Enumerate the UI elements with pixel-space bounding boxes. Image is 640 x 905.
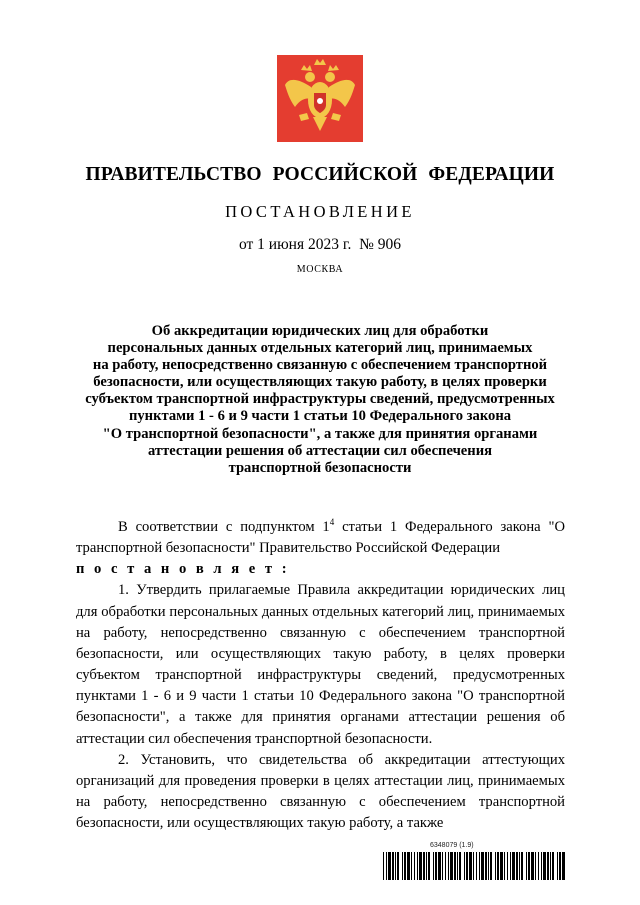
document-date-number: от 1 июня 2023 г. № 906 — [238, 236, 402, 253]
heading-line: аттестации решения об аттестации сил обеспечения — [147, 442, 492, 459]
paragraph-2: 2. Установить, что свидетельства об аккредитации аттестующих организаций для проведения проверки в целях аттестации лиц, принимаемых на работу, непосредственно связанную с обеспечением транспортной безопасности, или осуществляющих такую работу, а также — [76, 751, 565, 832]
heading-line: Об аккредитации юридических лиц для обработки — [151, 323, 489, 339]
document-type: ПОСТАНОВЛЕНИЕ — [225, 202, 415, 221]
heading-line: на работу, непосредственно связанную с обеспечением транспортной — [92, 357, 548, 374]
resolve-word: п о с т а н о в л я е т : — [76, 561, 290, 578]
preamble-text-before: В соответствии с подпунктом 1 — [118, 519, 330, 535]
preamble-superscript: 4 — [329, 517, 335, 527]
heading-line: транспортной безопасности — [228, 459, 412, 476]
government-title: ПРАВИТЕЛЬСТВО РОССИЙСКОЙ ФЕДЕРАЦИИ — [85, 164, 555, 185]
heading-line: субъектом транспортной инфраструктуры сведений, предусмотренных — [85, 391, 555, 408]
heading-line: персональных данных отдельных категорий лиц, принимаемых — [107, 340, 533, 357]
russian-coat-of-arms-icon — [277, 55, 363, 142]
preamble-text-after: статьи 1 Федерального закона "О транспортной безопасности" Правительство Российской Федерации — [76, 519, 565, 557]
heading-line: "О транспортной безопасности", а также для принятия органами — [102, 425, 538, 442]
document-city: МОСКВА — [296, 264, 344, 275]
heading-line: пунктами 1 - 6 и 9 части 1 статьи 10 Федерального закона — [128, 408, 512, 425]
resolve-line — [76, 559, 565, 580]
document-code: 6348079 (1.9) — [430, 842, 474, 849]
preamble-paragraph — [76, 517, 565, 559]
heading-line: безопасности, или осуществляющих такую работу, в целях проверки — [93, 374, 547, 391]
document-heading — [60, 323, 580, 477]
barcode-image — [383, 852, 566, 880]
document-body — [76, 517, 565, 834]
paragraph-1: 1. Утвердить прилагаемые Правила аккредитации юридических лиц для обработки персональных данных отдельных категорий лиц, принимаемых на работу, непосредственно связанную с обеспечением транспортной безопасности, или осуществляющих такую работу, в целях проверки субъектом транспортной инфраструктуры сведений, предусмотренных пунктами 1 - 6 и 9 части 1 статьи 10 Федерального закона "О транспортной безопасности", а также для принятия органами аттестации решения об аттестации сил обеспечения транспортной безопасности. — [76, 582, 565, 747]
